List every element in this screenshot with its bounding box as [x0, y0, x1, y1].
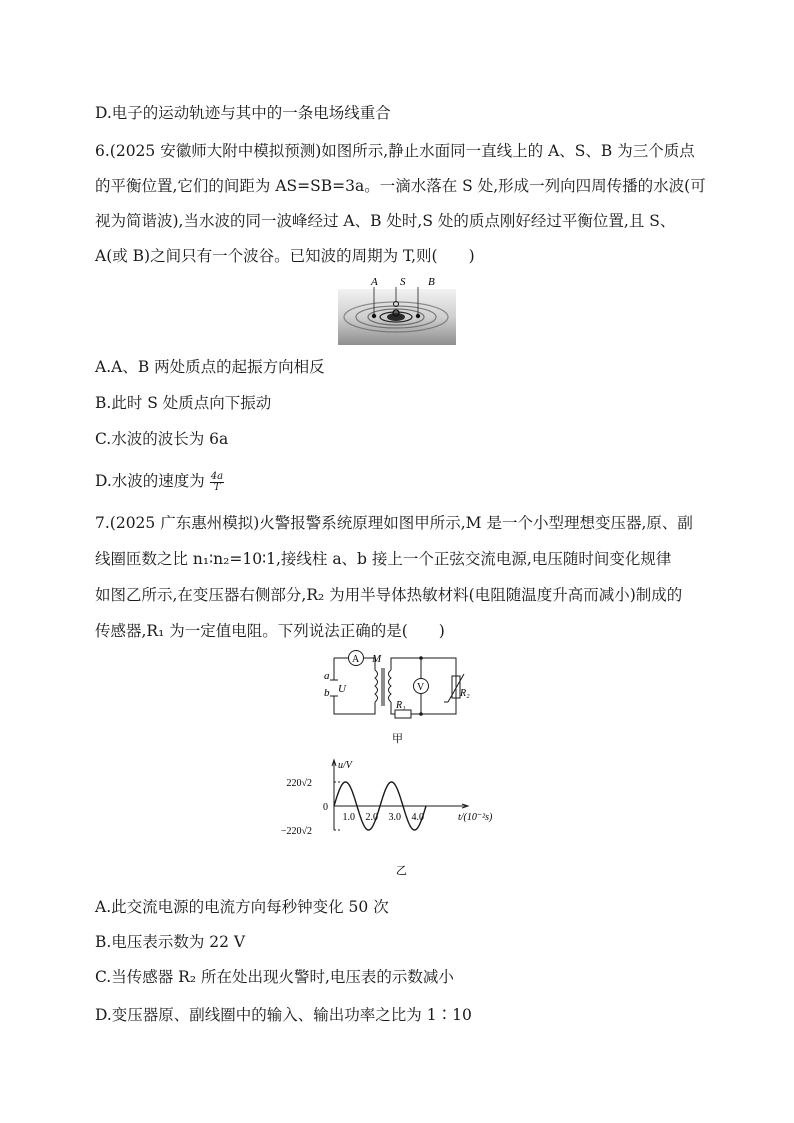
- prev-option-d: D.电子的运动轨迹与其中的一条电场线重合: [95, 104, 391, 122]
- y-axis-label: u/V: [338, 760, 352, 771]
- q6-option-b: B.此时 S 处质点向下振动: [95, 394, 272, 412]
- circuit-diagram: [318, 646, 478, 746]
- fraction: [210, 472, 224, 493]
- q7-option-a: A.此交流电源的电流方向每秒钟变化 50 次: [95, 898, 389, 916]
- q6-option-d-prefix: D.水波的速度为: [95, 472, 205, 490]
- q7-line-2: 线圈匝数之比 n₁∶n₂=10∶1,接线柱 a、b 接上一个正弦交流电源,电压随时间变化规律: [95, 550, 672, 568]
- label-terminal-a: a: [324, 670, 330, 682]
- xtick-2: 3.0: [388, 812, 401, 823]
- q6-option-d: [95, 470, 224, 493]
- label-r1: R₁: [396, 700, 406, 711]
- caption-yi: 乙: [396, 865, 407, 877]
- label-s: S: [400, 276, 406, 288]
- origin-label: 0: [323, 802, 328, 813]
- xtick-3: 4.0: [411, 812, 424, 823]
- q6-line-3: 视为简谐波),当水波的同一波峰经过 A、B 处时,S 处的质点刚好经过平衡位置,且 S、: [95, 212, 676, 230]
- label-u: U: [338, 683, 346, 695]
- fraction-denominator: T: [213, 481, 221, 493]
- q7-option-b: B.电压表示数为 22 V: [95, 933, 246, 951]
- label-r2: R₂: [460, 688, 470, 699]
- fraction-numerator: 4a: [210, 470, 224, 482]
- ytick-bottom: −220√2: [280, 826, 312, 837]
- q7-line-1: 7.(2025 广东惠州模拟)火警报警系统原理如图甲所示,M 是一个小型理想变压器,原、副: [95, 514, 693, 532]
- ytick-top: 220√2: [286, 778, 312, 789]
- q6-option-c: C.水波的波长为 6a: [95, 430, 229, 448]
- label-m: M: [372, 653, 382, 665]
- water-ripple-photo: [338, 273, 456, 345]
- q6-line-1: 6.(2025 安徽师大附中模拟预测)如图所示,静止水面同一直线上的 A、S、B 为三个质点: [95, 142, 695, 160]
- q7-line-4: 传感器,R₁ 为一定值电阻。下列说法正确的是( ): [95, 622, 445, 640]
- x-axis-label: t/(10⁻²s): [458, 812, 493, 823]
- xtick-0: 1.0: [342, 812, 355, 823]
- q6-option-a: A.A、B 两处质点的起振方向相反: [95, 358, 325, 376]
- caption-jia: 甲: [392, 733, 403, 745]
- label-terminal-b: b: [324, 687, 330, 699]
- label-b: B: [428, 276, 435, 288]
- ammeter-symbol: A: [352, 654, 360, 665]
- label-a: A: [371, 276, 378, 288]
- q6-line-2: 的平衡位置,它们的间距为 AS=SB=3a。一滴水落在 S 处,形成一列向四周传播的水波(可: [95, 177, 706, 195]
- voltmeter-symbol: V: [417, 682, 425, 693]
- q7-option-c: C.当传感器 R₂ 所在处出现火警时,电压表的示数减小: [95, 968, 454, 986]
- xtick-1: 2.0: [365, 812, 378, 823]
- q7-line-3: 如图乙所示,在变压器右侧部分,R₂ 为用半导体热敏材料(电阻随温度升高而减小)制成的: [95, 586, 683, 604]
- voltage-chart: [280, 758, 518, 882]
- q7-option-d: D.变压器原、副线圈中的输入、输出功率之比为 1∶10: [95, 1006, 472, 1024]
- q6-line-4: A(或 B)之间只有一个波谷。已知波的周期为 T,则( ): [95, 247, 475, 265]
